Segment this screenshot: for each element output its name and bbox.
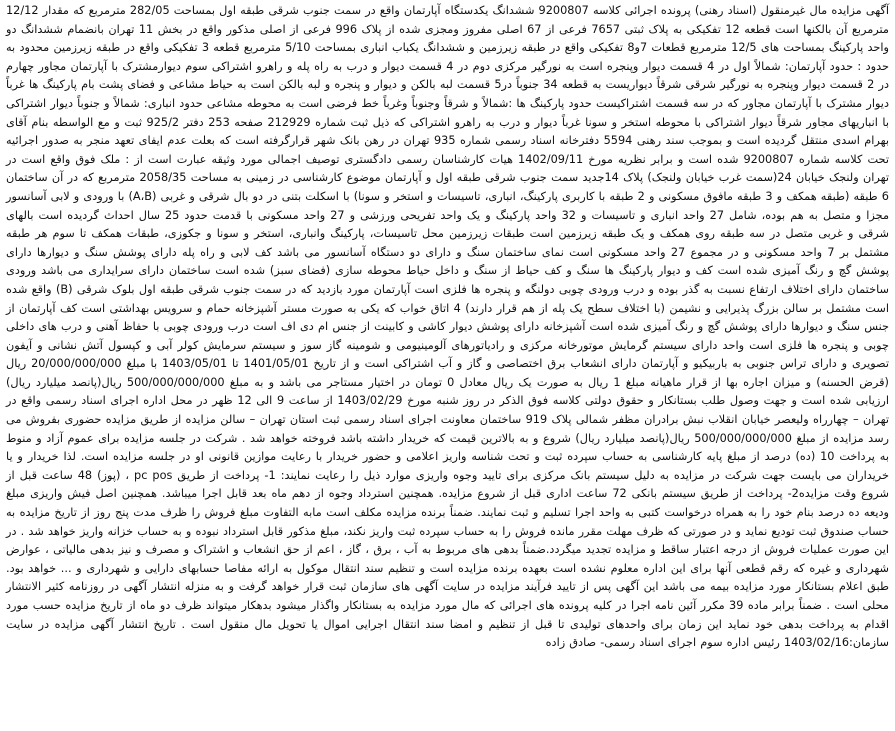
auction-notice-text: آگهی مزایده مال غیرمنقول (اسناد رهنی) پرونده اجرائی کلاسه 9200807 ششدانگ یکدستگاه آپارتمان واقع در سمت جنوب شرقی طبقه اول بمساحت 282/05 مترمربع که مقدار 12/12 مترمربع آن بالکنها است قطعه 12 تفکیکی به پلاک ثبتی 7657 فرعی از 67 اصلی مفروز ومجزی شده از پلاک 996 فرعی از اصلی مذکور واقع در بخش 11 تهران بانضمام ششدانگ دو واحد پارکینگ بمساحت های 12/5 مترمربع قطعات 7و8 تفکیکی واقع در طبقه زیرزمین و ششدانگ یکباب انباری بمساحت 5/10 مترمربع قطعه 3 تفکیکی واقع در طبقه زیرزمین محدود به حدود : حدود آپارتمان: شمالاً اول در 4 قسمت دیوار وپنجره است به نورگیر مرکزی دوم در 4 قسمت دیوار و درب به راه پله و راهرو اشتراکی سوم دیوارمشترک با آپارتمان مجاور چهارم در 2 قسمت دیوار وپنجره به نورگیر شرقی شرقاً دیواریست به قطعه 34 جنوباً در5 قسمت لبه بالکن و دیوار و پنجره و لبه بالکن است به حیاط مشاعی و فضای پشت بام پارکینگ ها غرباً دیوار مشترک با آپارتمان مجاور که در سه قسمت اشتراکیست حدود پارکینگ ها :شمالاً و شرقاً وجنوباً وغرباً خط فرضی است به محوطه مشاعی حدود انباری: شمالاً و جنوباً دیوار اشتراکی با انباریهای مجاور شرقاً دیوار اشتراکی با محوطه استخر و سونا غرباً دیوار و درب به راهرو اشتراکی که ذیل ثبت شماره 212929 صفحه 253 دفتر 925/2 ثبت و مع الواسطه بنام آقای بهرام اسدی منتقل گردیده است و بموجب سند رهنی 5594 دفترخانه اسناد رسمی شماره 935 تهران در رهن بانک شهر قرارگرفته است که بعلت عدم ایفای تعهد منجر به صدور اجرائیه تحت کلاسه شماره 9200807 شده است و برابر نظریه مورخ 1402/09/11 هیات کارشناسان رسمی دادگستری توصیف اجمالی مورد وثیقه عبارت است از : ملک فوق واقع است در تهران ولنجک خیابان 24(سمت غرب خیابان ولنجک) پلاک 14جدید سمت جنوب شرقی طبقه اول و آپارتمان موضوع کارشناسی در زمینی به مساحت 2058/35 مترمربع که در آن ساختمان 6 طبقه (طبقه همکف و 3 طبقه مافوق مسکونی و 2 طبقه با کاربری پارکینگ، انباری، تاسیسات و استخر و سونا) با اسکلت بتنی در دو بال شرقی و غربی (A،B) با ورودی و لابی آسانسور مجزا و متصل به هم بوده، شامل 27 واحد انباری و تاسیسات و 32 واحد پارکینگ و یک واحد تفریحی ورزشی و 27 واحد مسکونی با قدمت حدود 25 سال احداث گردیده است بالهای شرقی و غربی متصل در سه طبقه روی همکف و یک طبقه زیرزمین است طبقات زیرزمین محل تاسیسات، پارکینگ وانباری، استخر و سونا و جکوزی، طبقات همکف تا سوم هر طبقه مشتمل بر 7 واحد مسکونی و در مجموع 27 واحد مسکونی است نمای ساختمان سنگ و دارای دو دستگاه آسانسور می باشد کف لابی و راه پله دارای پوشش سنگ و دیوارها دارای پوشش گچ و رنگ آمیزی شده است کف و دیوار پارکینگ ها سنگ و کف حیاط از سنگ و داخل حیاط محوطه سازی (فضای سبز) شده است ساختمان دارای سرایداری می باشد ورودی ساختمان دارای اختلاف ارتفاع نسبت به گذر بوده و درب ورودی چوبی دولنگه و پنجره ها فلزی است آپارتمان مورد بازدید که در سمت جنوب شرقی طبقه اول بلوک شرقی (B) واقع شده است مشتمل بر سالن بزرگ پذیرایی و نشیمن (با اختلاف سطح یک پله از هم قرار دارند) 4 اتاق خواب که یکی به صورت مستر آشپزخانه حمام و سرویس بهداشتی است کف آپارتمان از جنس سنگ و دیوارها دارای پوشش گچ و رنگ آمیزی شده است آشپزخانه دارای پوشش دیوار کاشی و کابینت از جنس ام دی اف است درب ورودی چوبی با حفاظ آهنی و درب های داخلی چوبی و پنجره ها فلزی است واحد دارای سیستم گرمایش موتورخانه مرکزی و رادیاتورهای آلومینیومی و شومینه گاز سوز و سیستم سرمایش کولر آبی و کپسول آتش نشانی و آیفون تصویری و دارای تراس جنوبی به باربیکیو و آپارتمان دارای انشعاب برق اختصاصی و گاز و آب اشتراکی است و از تاریخ 1401/05/01 تا 1403/05/01 با مبلغ 20/000/000/000 ریال (قرض الحسنه) و میزان اجاره بها از قرار ماهیانه مبلغ 1 ریال به صورت یک ریال معادل 0 تومان در اختیار مستاجر می باشد و به مبلغ 500/000/000/000 ریال(پانصد میلیارد ریال) ارزیابی شده است و جهت وصول طلب بستانکار و حقوق دولتی کلاسه فوق الذکر در روز شنبه مورخ 1403/02/29 از ساعت 9 الی 12 ظهر در محل اداره اجرای اسناد رسمی واقع در تهران – چهارراه ولیعصر خیابان انقلاب نبش برادران مظفر شمالی پلاک 919 ساختمان معاونت اجرای اسناد رسمی ثبت استان تهران – سالن مزایده از طریق مزایده حضوری بفروش می رسد مزایده از مبلغ 500/000/000/000 ریال(پانصد میلیارد ریال) شروع و به بالاترین قیمت که خریدار داشته باشد فروخته خواهد شد . شرکت در جلسه مزایده برای عموم آزاد و منوط به پرداخت 10 (ده) درصد از مبلغ پایه کارشناسی به حساب سپرده ثبت و تحت شناسه واریز اعلامی و حضور خریدار با رعایت موازین قانونی او در جلسه مزایده است. لذا خریدار و یا خریداران می بایست جهت شرکت در مزایده به دلیل سیستم بانک مرکزی برای تایید وجوه واریزی موارد ذیل را رعایت نمایند: 1- پرداخت از طریق pc pos ، (پوز) 48 ساعت قبل از شروع وقت مزایده2- پرداخت از طریق سیستم بانکی 72 ساعت اداری قبل از شروع مزایده. همچنین استرداد وجوه از دهم ماه بعد قابل اجرا میباشد. همچنین اصل فیش واریزی مبلغ ودیعه ده درصد بنام خود را به همراه درخواست کتبی به واحد اجرا تسلیم و ثبت نمایند. ضمناً برنده مزایده مکلف است مابه التفاوت مبلغ فروش را ظرف مدت پنج روز از تاریخ مزایده به حساب صندوق ثبت تودیع نماید و در صورتی که ظرف مهلت مقرر مانده فروش را به حساب سپرده ثبت واریز نکند، مبلغ مذکور قابل استرداد نبوده و به حساب خزانه واریز خواهد شد . در این صورت عملیات فروش از درجه اعتبار ساقط و مزایده تجدید میگردد.ضمناً بدهی های مربوط به آب ، برق ، گاز ، اعم از حق انشعاب و اشتراک و مصرف و نیز بدهی مالیاتی ، عوارض شهرداری و غیره که رقم قطعی آنها برای این اداره معلوم نشده است بعهده برنده مزایده است و تنظیم سند انتقال موکول به ارائه مفاصا حسابهای دارایی و شهرداری و ... خواهد بود. طبق اعلام بستانکار مورد مزایده بیمه می باشد این آگهی پس از تایید فرآیند مزایده در سایت آگهی های سازمان ثبت قرار خواهد گرفت و به منزله انتشار آگهی در روزنامه کثیر الانتشار محلی است . ضمناً برابر ماده 39 مکرر آئین نامه اجرا در کلیه پرونده های اجرائی که مال مورد مزایده به بستانکار واگذار میشود بدهکار میتواند ظرف دو ماه از تاریخ مزایده حسب مورد اقدام به پرداخت بدهی خود نماید این زمان برای واحدهای تولیدی تا قبل از تنظیم و امضا سند انتقال اجرایی اموال یا تحویل مال منقول است . تاریخ انتشار آگهی مزایده در سایت سازمان:1403/02/16 رئیس اداره سوم اجرای اسناد رسمی- صادق زاده <box>6 4 890 650</box>
